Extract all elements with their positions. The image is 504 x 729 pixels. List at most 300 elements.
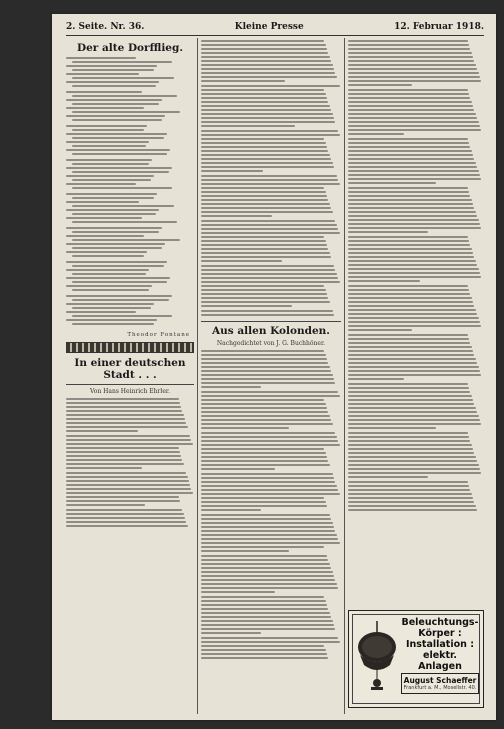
text-line (201, 207, 331, 209)
text-line (348, 76, 480, 78)
text-line (348, 387, 469, 389)
text-line (201, 608, 328, 610)
text-line (348, 289, 469, 291)
text-line (348, 60, 474, 62)
text-line (348, 142, 469, 144)
text-line (348, 236, 468, 238)
text-line (348, 407, 476, 409)
text-line (66, 133, 167, 135)
text-line (201, 370, 331, 372)
text-line (201, 391, 338, 393)
text-line (348, 329, 412, 331)
text-line (201, 579, 335, 581)
text-line (201, 121, 335, 123)
text-line (66, 261, 167, 263)
text-line (66, 418, 185, 420)
text-line (201, 269, 335, 271)
text-line (66, 472, 186, 474)
text-line (348, 256, 474, 258)
text-line (348, 444, 472, 446)
text-line (348, 170, 479, 172)
text-line (201, 273, 337, 275)
text-line (201, 567, 331, 569)
text-line (66, 480, 189, 482)
text-line (201, 550, 289, 552)
text-line (348, 52, 472, 54)
text-line (66, 484, 190, 486)
text-line (348, 297, 472, 299)
text-line (348, 350, 473, 352)
text-line (201, 354, 326, 356)
ad-address: Frankfurt a. M., Mosellstr. 40. (403, 685, 477, 691)
text-line (348, 109, 474, 111)
text-line (201, 138, 324, 140)
text-line (66, 277, 170, 279)
text-line (72, 323, 154, 325)
text-line (72, 171, 169, 173)
text-line (201, 109, 331, 111)
text-line (348, 411, 477, 413)
text-line (201, 220, 335, 222)
text-line (66, 435, 190, 437)
text-line (72, 307, 151, 309)
text-line (201, 154, 330, 156)
text-line (72, 299, 169, 301)
text-line (348, 174, 480, 176)
text-line (201, 285, 324, 287)
text-line (201, 211, 333, 213)
text-line (201, 526, 334, 528)
text-line (66, 443, 193, 445)
text-line (66, 193, 157, 195)
text-line (72, 247, 162, 249)
text-line (66, 295, 172, 297)
poem-stanzas (66, 57, 194, 329)
text-line (201, 395, 340, 397)
text-line (201, 228, 338, 230)
text-line (201, 44, 326, 46)
text-line (201, 509, 261, 511)
text-line (201, 624, 334, 626)
text-line (66, 81, 159, 83)
text-line (348, 276, 481, 278)
text-line (201, 481, 335, 483)
text-line (348, 452, 474, 454)
text-line (66, 251, 147, 253)
text-line (348, 44, 469, 46)
article-rule (66, 384, 194, 385)
text-line (66, 509, 182, 511)
text-line (72, 129, 144, 131)
text-line (201, 56, 330, 58)
text-line (66, 209, 159, 211)
text-line (66, 410, 182, 412)
ad-company-name: August Schaeffer (403, 676, 477, 685)
text-line (66, 525, 188, 527)
text-line (201, 632, 261, 634)
text-line (348, 448, 473, 450)
text-line (348, 460, 477, 462)
text-line (201, 358, 327, 360)
text-line (201, 575, 334, 577)
text-line (66, 65, 157, 67)
poem-author: Theodor Fontane (127, 332, 190, 338)
text-line (201, 293, 327, 295)
text-line (66, 447, 179, 449)
text-line (201, 616, 331, 618)
text-line (348, 64, 476, 66)
text-line (66, 517, 185, 519)
article-title: In einer deutschen Stadt . . . (74, 357, 186, 381)
ornament-divider (66, 342, 194, 353)
text-line (201, 473, 333, 475)
text-line (66, 115, 165, 117)
text-line (201, 641, 340, 643)
text-line (201, 224, 337, 226)
text-line (348, 72, 479, 74)
section-byline: Nachgedichtet von J. G. Buchhöner. (216, 340, 326, 347)
text-line (201, 534, 337, 536)
text-line (66, 463, 184, 465)
text-line (201, 105, 330, 107)
text-line (201, 530, 335, 532)
text-line (201, 199, 328, 201)
text-line (201, 252, 330, 254)
text-line (201, 301, 330, 303)
text-line (201, 436, 337, 438)
text-line (201, 378, 334, 380)
text-line (201, 175, 337, 177)
text-line (348, 240, 469, 242)
text-line (348, 117, 477, 119)
text-line (201, 64, 333, 66)
text-line (201, 423, 333, 425)
text-line (348, 440, 470, 442)
text-line (348, 342, 470, 344)
text-line (72, 265, 164, 267)
text-line (72, 163, 149, 165)
page-number: 2. Seite. Nr. 36. (66, 22, 145, 32)
text-line (348, 321, 480, 323)
text-line (201, 179, 338, 181)
text-line (201, 89, 324, 91)
text-line (66, 319, 157, 321)
text-line (201, 260, 282, 262)
text-line (201, 571, 333, 573)
text-line (201, 477, 334, 479)
text-line (201, 310, 333, 312)
text-line (348, 423, 481, 425)
text-line (348, 252, 473, 254)
text-line (66, 439, 191, 441)
column-left (66, 40, 194, 714)
poem-title: Der alte Dorfflieg. (77, 42, 183, 54)
text-line (348, 162, 476, 164)
text-line (201, 191, 326, 193)
text-line (201, 305, 292, 307)
text-line (72, 153, 167, 155)
text-line (348, 505, 476, 507)
text-line (348, 56, 473, 58)
text-line (348, 346, 472, 348)
text-line (201, 546, 324, 548)
text-line (348, 182, 436, 184)
text-line (201, 514, 330, 516)
text-line (201, 403, 326, 405)
column-divider (344, 38, 345, 714)
text-line (72, 239, 180, 241)
text-line (348, 354, 474, 356)
text-line (66, 149, 170, 151)
text-line (348, 133, 404, 135)
text-line (348, 338, 469, 340)
newspaper-page (52, 14, 496, 720)
text-line (348, 93, 469, 95)
text-line (348, 199, 472, 201)
text-line (72, 187, 172, 189)
text-line (348, 472, 481, 474)
text-line (72, 213, 156, 215)
text-line (348, 427, 436, 429)
text-line (201, 256, 331, 258)
text-line (66, 311, 136, 313)
article-body (66, 398, 194, 529)
text-line (201, 645, 324, 647)
text-line (348, 285, 468, 287)
section-title: Aus allen Kolonden. (212, 325, 330, 337)
text-line (348, 146, 470, 148)
ad-title: Beleuchtungs-Körper : Installation : elektr. Anlagen (401, 617, 479, 672)
text-line (348, 399, 473, 401)
text-line (66, 398, 179, 400)
text-line (201, 93, 326, 95)
text-line (201, 468, 275, 470)
text-line (66, 492, 193, 494)
text-line (201, 170, 263, 172)
text-line (348, 395, 472, 397)
text-line (348, 493, 472, 495)
text-line (72, 77, 174, 79)
text-line (348, 489, 470, 491)
text-line (348, 97, 470, 99)
text-line (201, 452, 326, 454)
text-line (66, 73, 139, 75)
text-line (348, 317, 479, 319)
text-line (201, 559, 328, 561)
text-line (348, 84, 412, 86)
text-line (348, 154, 473, 156)
text-line (348, 436, 469, 438)
text-line (201, 489, 338, 491)
text-line (201, 628, 335, 630)
text-line (201, 620, 333, 622)
text-line (66, 175, 154, 177)
text-line (66, 451, 180, 453)
text-line (201, 497, 324, 499)
text-line (201, 125, 295, 127)
text-line (72, 103, 159, 105)
text-line (348, 227, 481, 229)
text-line (201, 522, 333, 524)
text-line (348, 468, 480, 470)
text-line (201, 187, 324, 189)
text-line (201, 150, 328, 152)
text-line (348, 362, 477, 364)
text-line (348, 301, 473, 303)
text-line (66, 201, 139, 203)
text-line (201, 563, 330, 565)
text-line (201, 374, 333, 376)
text-line (72, 85, 156, 87)
text-line (201, 113, 333, 115)
text-line (348, 48, 470, 50)
column-right (348, 40, 484, 714)
text-line (66, 141, 149, 143)
text-line (201, 240, 326, 242)
text-line (348, 260, 476, 262)
header-rule (66, 35, 484, 36)
text-line (72, 69, 154, 71)
text-line (348, 403, 474, 405)
page-header (66, 20, 484, 34)
text-line (348, 244, 470, 246)
text-line (201, 101, 328, 103)
text-line (348, 272, 480, 274)
text-line (348, 419, 480, 421)
text-line (201, 366, 330, 368)
text-line (201, 542, 340, 544)
text-line (201, 117, 334, 119)
text-line (201, 72, 335, 74)
text-line (66, 159, 152, 161)
text-line (201, 52, 328, 54)
text-line (201, 399, 324, 401)
text-line (201, 158, 331, 160)
text-line (348, 268, 479, 270)
text-line (72, 95, 177, 97)
text-line (201, 653, 327, 655)
text-line (348, 89, 468, 91)
text-line (348, 203, 473, 205)
text-line (201, 657, 328, 659)
text-line (201, 265, 334, 267)
text-line (201, 649, 326, 651)
text-line (72, 197, 154, 199)
text-line (201, 464, 330, 466)
text-line (201, 583, 337, 585)
text-line (201, 505, 327, 507)
text-line (66, 406, 181, 408)
text-line (201, 591, 275, 593)
text-line (201, 60, 331, 62)
text-line (66, 285, 152, 287)
text-line (348, 211, 476, 213)
text-line (66, 125, 147, 127)
text-line (66, 57, 136, 59)
text-line (348, 464, 479, 466)
text-line (72, 61, 172, 63)
text-line (348, 456, 476, 458)
text-line (348, 231, 428, 233)
text-line (348, 129, 481, 131)
text-line (201, 244, 327, 246)
text-line (348, 121, 479, 123)
text-line (201, 419, 331, 421)
text-line (201, 407, 327, 409)
text-line (348, 80, 481, 82)
text-line (348, 40, 468, 42)
text-line (72, 137, 164, 139)
text-line (201, 314, 334, 316)
text-line (201, 362, 328, 364)
text-line (66, 455, 181, 457)
text-line (201, 485, 337, 487)
text-line (201, 350, 324, 352)
text-line (348, 383, 468, 385)
text-line (66, 459, 182, 461)
text-line (201, 427, 289, 429)
text-line (201, 440, 338, 442)
text-line (72, 205, 174, 207)
text-line (72, 111, 180, 113)
text-line (348, 481, 468, 483)
column-divider (197, 38, 198, 714)
text-line (348, 358, 476, 360)
text-line (201, 415, 330, 417)
text-line (348, 264, 477, 266)
text-line (66, 107, 144, 109)
text-line (72, 221, 177, 223)
text-line (348, 150, 472, 152)
text-line (201, 448, 324, 450)
text-line (348, 485, 469, 487)
text-line (66, 504, 145, 506)
chandelier-icon (355, 621, 399, 695)
text-line (201, 97, 327, 99)
text-line (201, 277, 338, 279)
column-middle (201, 40, 341, 714)
text-line (72, 119, 162, 121)
text-line (348, 313, 477, 315)
text-line (201, 146, 327, 148)
text-line (348, 432, 468, 434)
text-line (201, 134, 340, 136)
text-line (201, 85, 340, 87)
article-byline: Von Hans Heinrich Ehrler. (89, 388, 170, 395)
text-line (72, 179, 151, 181)
text-line (348, 219, 479, 221)
text-line (66, 513, 184, 515)
text-line (348, 497, 473, 499)
text-line (201, 289, 326, 291)
text-line (201, 130, 338, 132)
text-line (201, 637, 338, 639)
issue-date: 12. Februar 1918. (394, 22, 484, 32)
text-line (66, 99, 162, 101)
text-line (201, 596, 324, 598)
text-line (201, 460, 328, 462)
text-line (201, 411, 328, 413)
text-line (348, 215, 477, 217)
text-line (66, 167, 172, 169)
text-line (201, 600, 326, 602)
text-line (66, 426, 188, 428)
text-line (348, 191, 469, 193)
text-line (201, 215, 272, 217)
text-line (66, 430, 138, 432)
text-line (348, 158, 474, 160)
text-line (66, 303, 154, 305)
